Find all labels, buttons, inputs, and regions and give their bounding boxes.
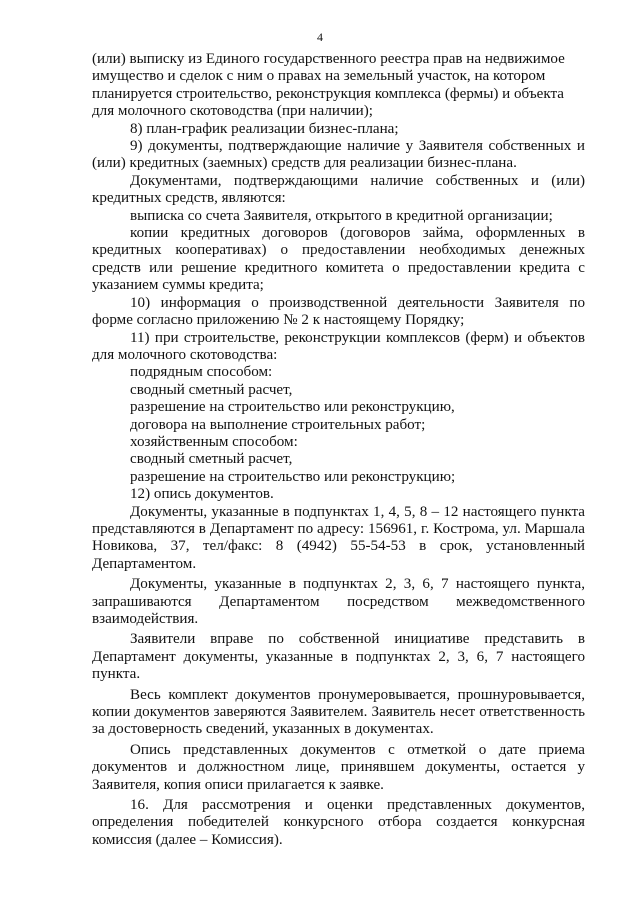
document-body bbox=[92, 51, 585, 849]
paragraph-commission: 16. Для рассмотрения и оценки представленных документов, определения победителей конкурсного отбора создается конкурсная комиссия (далее – Комиссия). bbox=[92, 797, 585, 848]
paragraph-credit-agreements: копии кредитных договоров (договоров займа, оформленных в кредитных кооперативах) о предоставлении необходимых денежных средств или решение кредитного комитета о предоставлении кредита с указанием суммы кредита; bbox=[92, 225, 585, 294]
subitem-contract-method: подрядным способом: bbox=[130, 364, 273, 381]
paragraph-applicant-initiative: Заявители вправе по собственной инициативе представить в Департамент документы, указанные в подпунктах 2, 3, 6, 7 настоящего пункта. bbox=[92, 631, 585, 683]
paragraph-account-statement: выписка со счета Заявителя, открытого в кредитной организации; bbox=[130, 207, 553, 224]
paragraph-interagency-request: Документы, указанные в подпунктах 2, 3, 6, 7 настоящего пункта, запрашиваются Департаментом посредством межведомственного взаимодействия. bbox=[92, 576, 585, 627]
list-item-10: 10) информация о производственной деятельности Заявителя по форме согласно приложению № 2 к настоящему Порядку; bbox=[92, 294, 585, 329]
subitem-estimate: сводный сметный расчет, bbox=[130, 381, 293, 398]
subitem-permit-2: разрешение на строительство или реконструкцию; bbox=[130, 468, 456, 485]
paragraph-inventory: Опись представленных документов с отметкой о дате приема документов и должностном лице, принявшем документы, остается у Заявителя, копия описи прилагается к заявке. bbox=[92, 741, 585, 793]
paragraph-land-registry-extract: (или) выписку из Единого государственного реестра прав на недвижимое имущество и сделок с ним о правах на земельный участок, на котором планируется строительство, реконструкция комплекса (фермы) и объекта для молочного скотоводства (при наличии); bbox=[92, 51, 565, 120]
subitem-construction-contract: договора на выполнение строительных работ; bbox=[130, 416, 426, 433]
list-item-11: 11) при строительстве, реконструкции комплексов (ферм) и объектов для молочного скотоводства: bbox=[92, 329, 585, 363]
list-item-9: 9) документы, подтверждающие наличие у Заявителя собственных и (или) кредитных (заемных) средств для реализации бизнес-плана. bbox=[92, 138, 585, 172]
paragraph-document-set: Весь комплект документов пронумеровывается, прошнуровывается, копии документов заверяются Заявителем. Заявитель несет ответственность за достоверность сведений, указанных в документах. bbox=[92, 686, 585, 738]
paragraph-funds-documents: Документами, подтверждающими наличие собственных и (или) кредитных средств, являются: bbox=[92, 172, 585, 207]
list-item-12: 12) опись документов. bbox=[130, 486, 274, 503]
paragraph-submission-address: Документы, указанные в подпунктах 1, 4, 5, 8 – 12 настоящего пункта представляются в Департамент по адресу: 156961, г. Кострома, ул. Маршала Новикова, 37, тел/факс: 8 (4942) 55-54-53 в срок, установленный Департаментом. bbox=[92, 503, 585, 572]
subitem-estimate-2: сводный сметный расчет, bbox=[130, 451, 293, 468]
page-number: 4 bbox=[317, 30, 323, 44]
list-item-8: 8) план-график реализации бизнес-плана; bbox=[130, 120, 399, 137]
subitem-own-method: хозяйственным способом: bbox=[130, 433, 298, 450]
subitem-permit: разрешение на строительство или реконструкцию, bbox=[130, 399, 455, 416]
